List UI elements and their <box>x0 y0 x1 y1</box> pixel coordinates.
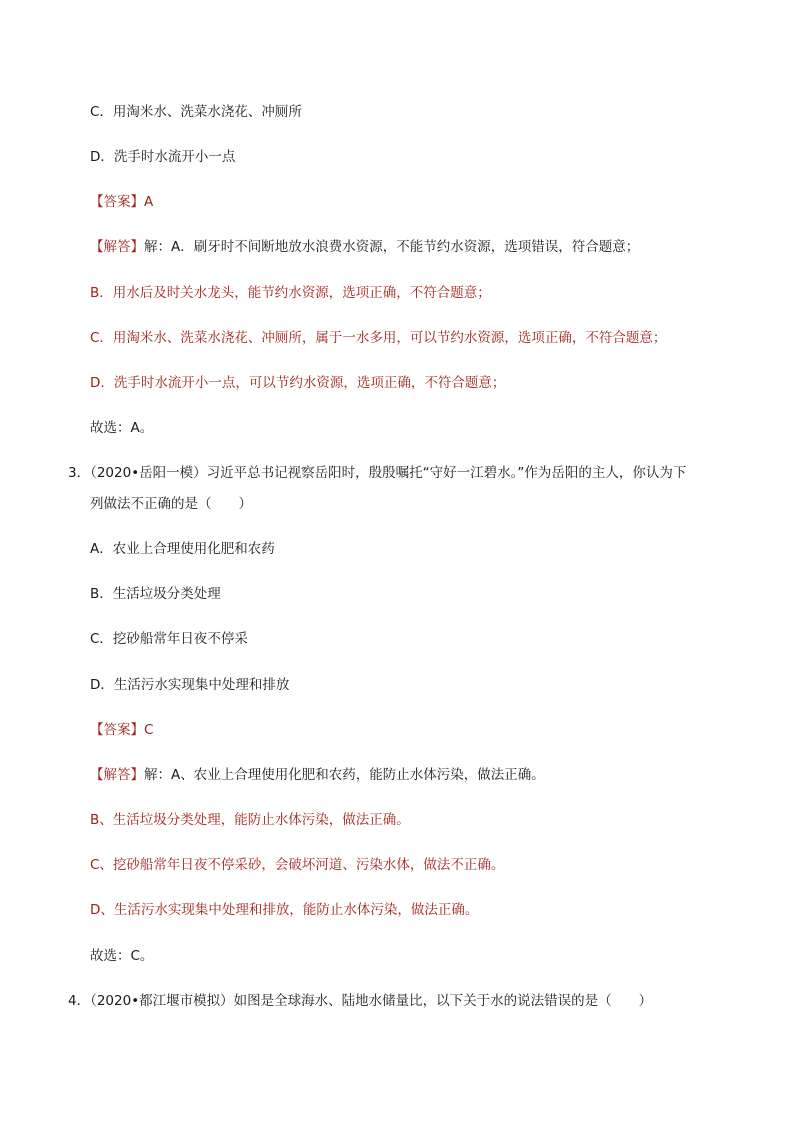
q2-analysis-line-3: C．用淘米水、洗菜水浇花、冲厕所，属于一水多用，可以节约水资源，选项正确，不符合题意； <box>90 330 667 346</box>
q2-option-c: C．用淘米水、洗菜水浇花、冲厕所 <box>90 104 302 120</box>
q2-analysis-line-1 <box>90 237 639 257</box>
q3-analysis-line-2: B、生活垃圾分类处理，能防止水体污染，做法正确。 <box>90 812 410 828</box>
q2-conclusion: 故选：A。 <box>90 420 154 436</box>
q3-conclusion: 故选：C。 <box>90 948 154 964</box>
q3-option-a: A．农业上合理使用化肥和农药 <box>90 541 275 557</box>
q3-stem-line-2: 列做法不正确的是（ ） <box>90 496 252 512</box>
q3-analysis-line-1 <box>90 765 545 785</box>
answer-tag: 【答案】 <box>90 722 144 738</box>
q2-answer <box>90 192 153 212</box>
analysis-text: 解：A、农业上合理使用化肥和农药，能防止水体污染，做法正确。 <box>144 767 545 783</box>
q3-option-c: C．挖砂船常年日夜不停采 <box>90 631 248 647</box>
q2-option-d: D．洗手时水流开小一点 <box>90 149 236 165</box>
q2-analysis-line-2: B．用水后及时关水龙头，能节约水资源，选项正确，不符合题意； <box>90 285 491 301</box>
answer-tag: 【答案】 <box>90 194 144 210</box>
analysis-tag: 【解答】 <box>90 239 144 255</box>
q4-stem-line-1: 4．（2020•都江堰市模拟）如图是全球海水、陆地水储量比，以下关于水的说法错误的是（ ） <box>68 993 653 1009</box>
answer-value: C <box>144 722 154 738</box>
q3-analysis-line-3: C、挖砂船常年日夜不停采砂，会破坏河道、污染水体，做法不正确。 <box>90 857 505 873</box>
q3-analysis-line-4: D、生活污水实现集中处理和排放，能防止水体污染，做法正确。 <box>90 902 479 918</box>
q2-analysis-line-4: D．洗手时水流开小一点，可以节约水资源，选项正确，不符合题意； <box>90 375 506 391</box>
analysis-text: 解：A．刷牙时不间断地放水浪费水资源，不能节约水资源，选项错误，符合题意； <box>144 239 640 255</box>
analysis-tag: 【解答】 <box>90 767 144 783</box>
q3-option-b: B．生活垃圾分类处理 <box>90 586 221 602</box>
q3-stem-line-1: 3．（2020•岳阳一模）习近平总书记视察岳阳时，殷殷嘱托“守好一江碧水。”作为岳阳的主人，你认为下 <box>68 465 687 481</box>
answer-value: A <box>144 194 154 210</box>
q3-answer <box>90 720 153 740</box>
q3-option-d: D．生活污水实现集中处理和排放 <box>90 677 290 693</box>
